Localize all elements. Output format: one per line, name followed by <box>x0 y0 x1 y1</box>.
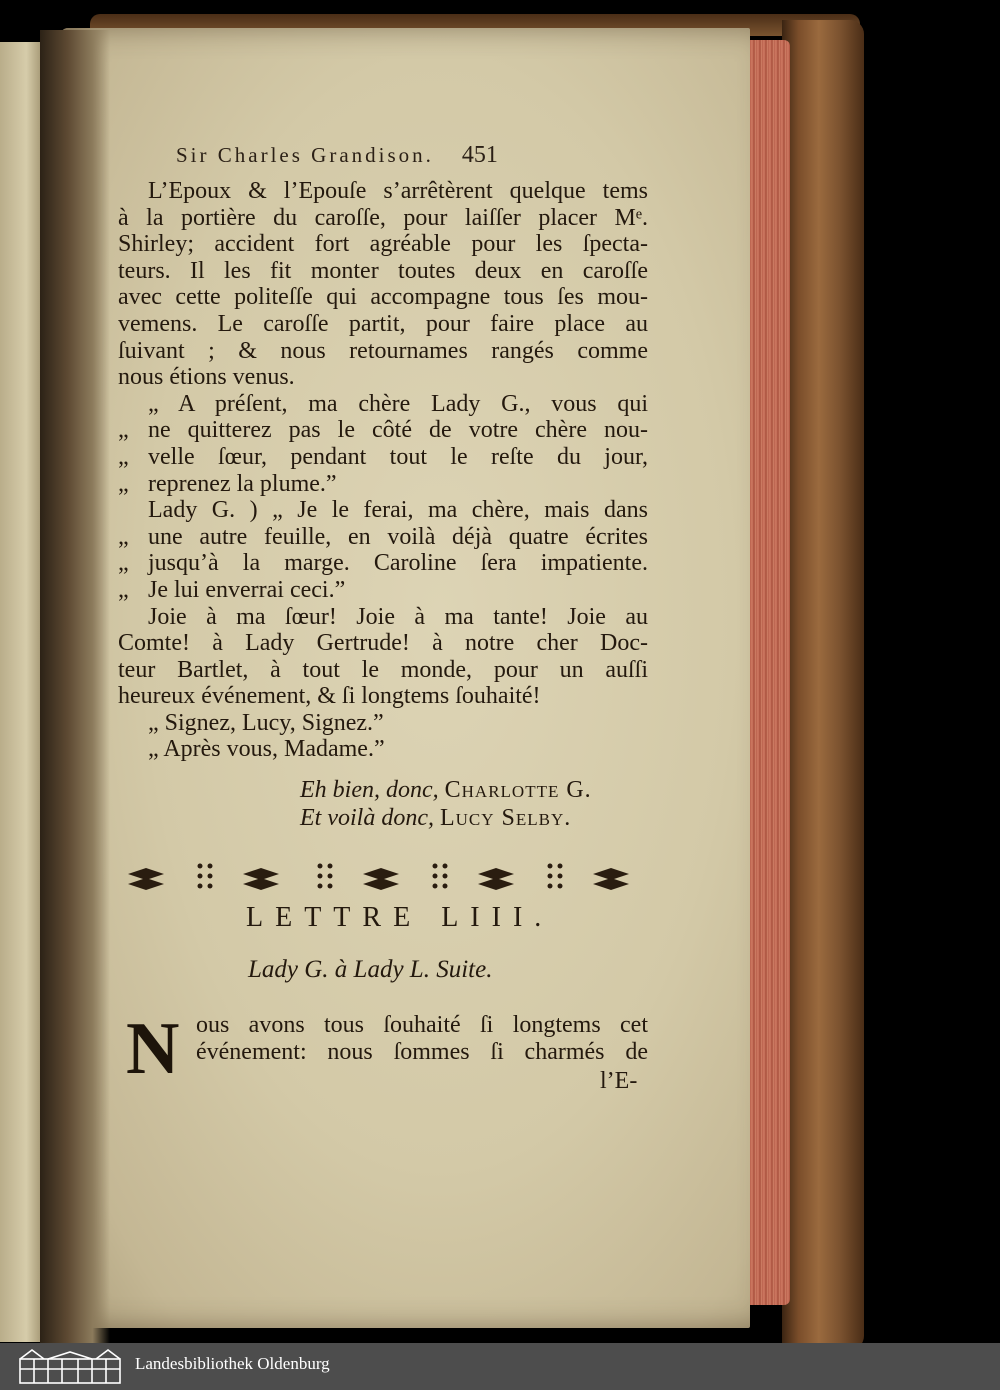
body-line <box>118 471 648 498</box>
body-line <box>118 391 648 418</box>
institution-name: Landesbibliothek Oldenburg <box>135 1354 330 1373</box>
body-line <box>118 284 648 311</box>
signatures <box>300 776 592 832</box>
signature-phrase: Et voilà donc, <box>300 805 434 831</box>
quote-mark: „ <box>118 576 129 603</box>
signature-line <box>300 804 592 832</box>
body-line-text: velle ſœur, pendant tout le reſte du jour, <box>148 443 648 470</box>
body-line-text: avec cette politeſſe qui accompagne tous ſes mou- <box>118 284 648 311</box>
body-line <box>118 577 648 604</box>
body-line-text: Comte! à Lady Gertrude! à notre cher Doc- <box>118 630 648 657</box>
library-building-icon <box>18 1347 122 1385</box>
quote-mark: „ <box>118 470 129 497</box>
body-line-text: teur Bartlet, à tout le monde, pour un auſſi <box>118 656 648 683</box>
letter-subtitle: Lady G. à Lady L. Suite. <box>248 956 493 983</box>
body-line-text: ne quitterez pas le côté de votre chère nou- <box>148 417 648 444</box>
body-text <box>118 178 648 763</box>
body-line-text: à la portière du caroſſe, pour laiſſer placer Mᵉ. <box>118 204 648 231</box>
body-line-text: L’Epoux & l’Epouſe s’arrêtèrent quelque tems <box>148 178 648 204</box>
signature-name: Charlotte G. <box>444 777 592 803</box>
body-line <box>118 736 648 763</box>
book-gutter <box>40 30 110 1350</box>
quote-mark: „ <box>118 550 129 577</box>
body-line-text: jusqu’à la marge. Caroline ſera impatiente. <box>148 550 648 577</box>
body-line <box>118 311 648 338</box>
body-line-text: Joie à ma ſœur! Joie à ma tante! Joie au <box>148 603 648 630</box>
body-line <box>118 338 648 365</box>
body-line-text: Lady G. ) „ Je le ferai, ma chère, mais dans <box>148 497 648 524</box>
quote-mark: „ <box>118 443 129 470</box>
body-line <box>118 497 648 524</box>
book-cover-right <box>782 20 864 1350</box>
body-line <box>118 417 648 444</box>
body-line-text: „ Après vous, Madame.” <box>148 736 385 763</box>
body-line <box>118 550 648 577</box>
body-line <box>118 258 648 285</box>
running-head-title: Sir Charles Grandison. <box>176 143 434 167</box>
body-line <box>118 683 648 710</box>
body-line-text: une autre feuille, en voilà déjà quatre écrites <box>148 523 648 550</box>
letter-incipit <box>196 1012 648 1065</box>
page-number: 451 <box>461 142 498 168</box>
body-line <box>118 178 648 205</box>
body-line-text: heureux événement, & ſi longtems ſouhaité! <box>118 683 541 710</box>
body-line-text: nous étions venus. <box>118 364 295 391</box>
signature-line <box>300 776 592 804</box>
running-head <box>176 142 498 169</box>
body-line-text: teurs. Il les fit monter toutes deux en caroſſe <box>118 257 648 284</box>
body-line-text: Shirley; accident fort agréable pour les ſpecta- <box>118 231 648 258</box>
body-line <box>118 657 648 684</box>
body-line <box>118 364 648 391</box>
body-line <box>118 231 648 258</box>
body-line <box>118 205 648 232</box>
body-line-text: reprenez la plume.” <box>148 470 337 497</box>
quote-mark: „ <box>118 523 129 550</box>
body-line <box>118 524 648 551</box>
body-line-text: „ Signez, Lucy, Signez.” <box>148 709 384 736</box>
body-line-text: Je lui enverrai ceci.” <box>148 576 346 603</box>
body-line <box>118 710 648 737</box>
body-line <box>118 604 648 631</box>
letter-title: LETTRE LIII. <box>246 902 554 933</box>
quote-mark: „ <box>118 417 129 444</box>
incipit-line: ous avons tous ſouhaité ſi longtems cet <box>196 1012 648 1038</box>
body-line-text: „ A préſent, ma chère Lady G., vous qui <box>148 390 648 417</box>
body-line <box>118 630 648 657</box>
body-line <box>118 444 648 471</box>
signature-phrase: Eh bien, donc, <box>300 777 439 803</box>
drop-cap: N <box>126 1008 180 1090</box>
body-line-text: vemens. Le caroſſe partit, pour faire place au <box>118 310 648 337</box>
footer-bar <box>0 1343 1000 1390</box>
printers-ornament <box>126 858 646 894</box>
catchword: l’E- <box>600 1068 638 1094</box>
incipit-line: événement: nous ſommes ſi charmés de <box>196 1038 648 1065</box>
signature-name: Lucy Selby. <box>439 805 572 831</box>
body-line-text: ſuivant ; & nous retournames rangés comme <box>118 337 648 364</box>
